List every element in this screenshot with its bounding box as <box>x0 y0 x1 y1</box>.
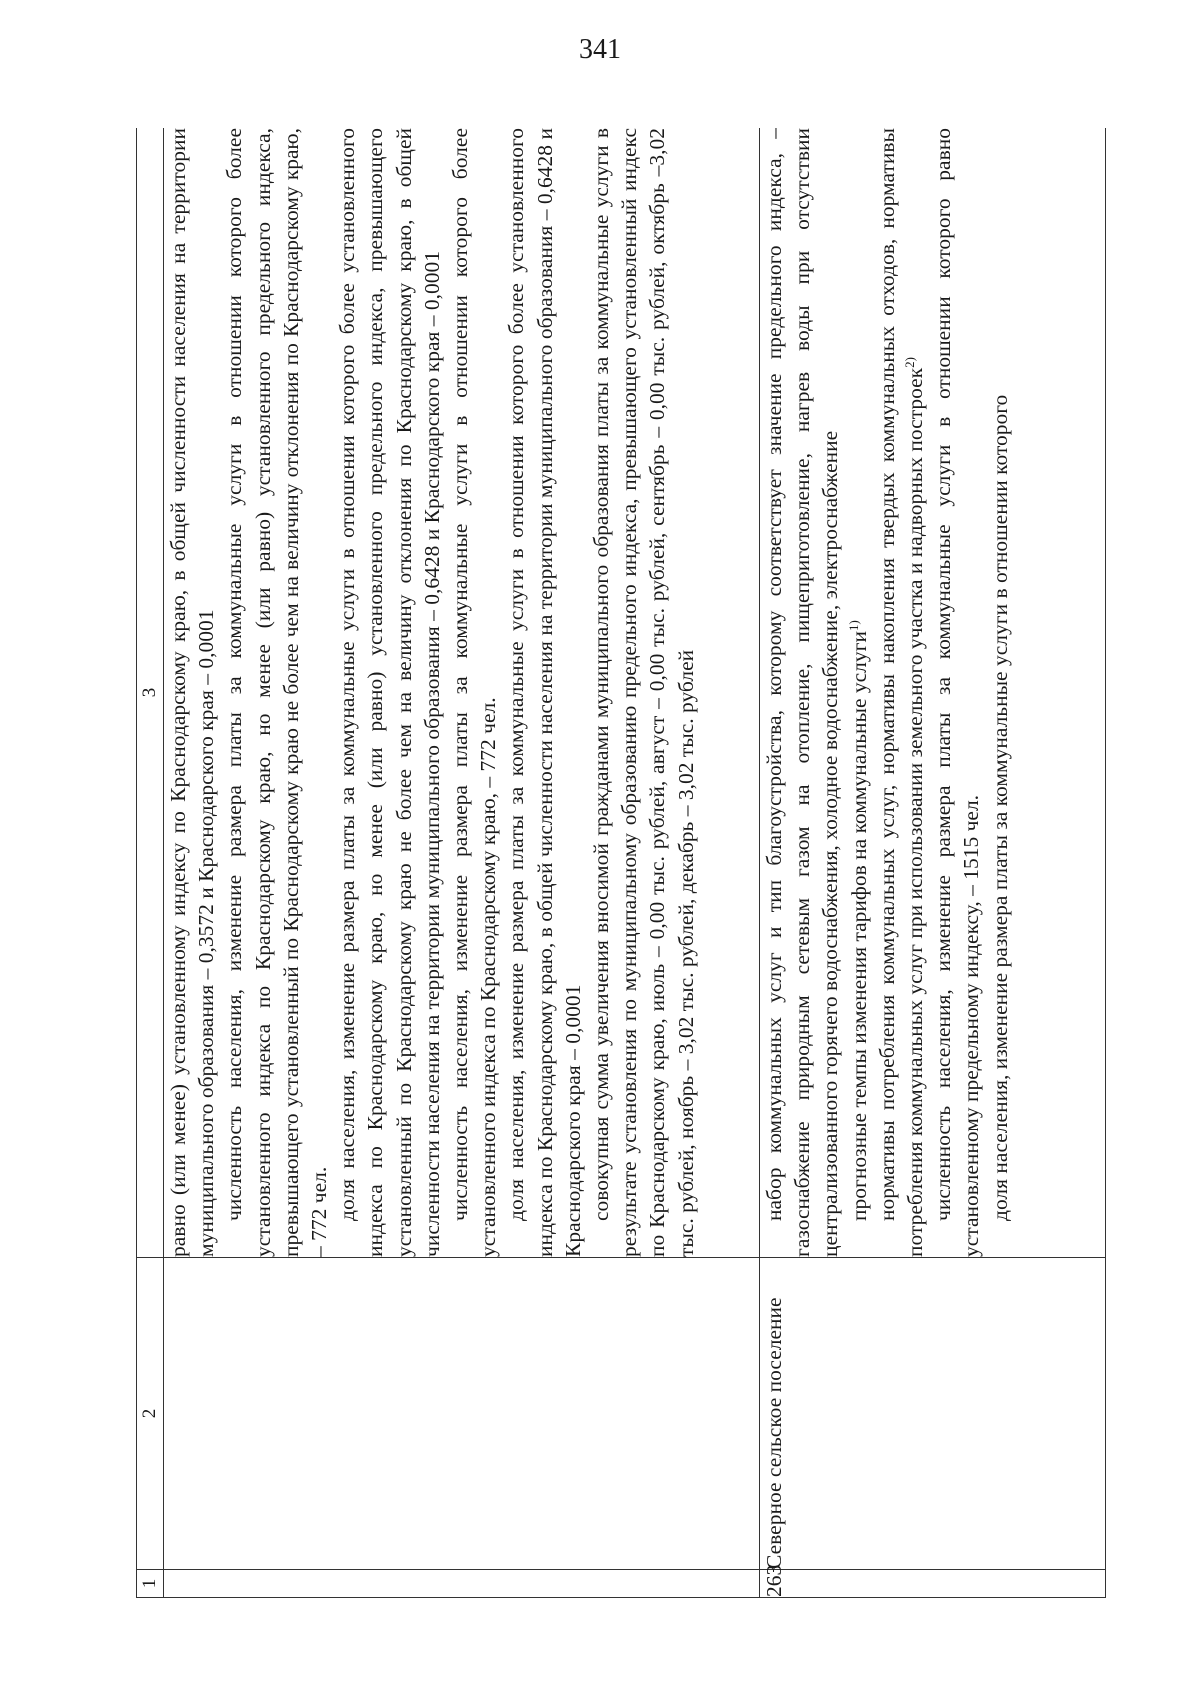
municipal-index-table <box>136 128 1106 1598</box>
paragraph: доля населения, изменение размера платы за коммунальные услуги в отношении которого более установленного индекса по Краснодарскому краю, но менее (или равно) установленного предельного индекса, превышающего установленный по Краснодарскому краю не более чем на величину отклонения по Краснодарскому краю, в общей численности населения на территории муниципального образования – 0,6428 и Краснодарского края – 0,0001 <box>335 128 444 1257</box>
settlement-name <box>164 1258 760 1570</box>
page-number: 341 <box>579 34 621 65</box>
table-row <box>760 128 1106 1598</box>
table-row <box>164 128 760 1598</box>
row-number: 263 <box>760 1570 1106 1598</box>
paragraph: численность населения, изменение размера платы за коммунальные услуги в отношении которого более установленного индекса по Краснодарскому краю, – 772 чел. <box>448 128 501 1257</box>
paragraph <box>845 128 873 1257</box>
header-col-3: 3 <box>137 128 164 1258</box>
footnote-marker: 1) <box>845 620 861 632</box>
paragraph: доля населения, изменение размера платы за коммунальные услуги в отношении которого <box>987 394 1012 1221</box>
header-col-2: 2 <box>137 1258 164 1570</box>
paragraph <box>873 128 929 1257</box>
paragraph-text: нормативы потребления коммунальных услуг, нормативы накопления твердых коммунальных отходов, нормативы потребления коммунальных услуг при использовании земельного участка и надворных построек <box>874 128 928 1257</box>
row-description <box>760 128 1106 1258</box>
table-header-row <box>137 128 164 1598</box>
paragraph-text: прогнозные темпы изменения тарифов на коммунальные услуги <box>846 631 871 1221</box>
paragraph: равно (или менее) установленному индексу по Краснодарскому краю, в общей численности населения на территории муниципального образования – 0,3572 и Краснодарского края – 0,0001 <box>166 128 219 1257</box>
settlement-name: Северное сельское поселение <box>760 1258 1106 1570</box>
row-number <box>164 1570 760 1598</box>
header-col-1: 1 <box>137 1570 164 1598</box>
paragraph: набор коммунальных услуг и тип благоустройства, которому соответствует значение предельного индекса, – газоснабжение природным сетевым газом на отопление, пищеприготовление, нагрев воды при отсутствии централизованного горячего водоснабжения, холодное водоснабжение, электроснабжение <box>762 128 843 1257</box>
rotated-table-container <box>136 128 1106 1598</box>
footnote-marker: 2) <box>901 357 917 368</box>
paragraph: численность населения, изменение размера платы за коммунальные услуги в отношении которого равно установленному предельному индексу, – 1515 чел. <box>931 128 984 1257</box>
paragraph: доля населения, изменение размера платы за коммунальные услуги в отношении которого более установленного индекса по Краснодарскому краю, в общей численности населения на территории муниципального образования – 0,6428 и Краснодарского края – 0,0001 <box>504 128 585 1257</box>
paragraph: численность населения, изменение размера платы за коммунальные услуги в отношении которого более установленного индекса по Краснодарскому краю, но менее (или равно) установленного предельного индекса, превышающего установленный по Краснодарскому краю не более чем на величину отклонения по Краснодарскому краю, – 772 чел. <box>222 128 332 1257</box>
row-description <box>164 128 760 1258</box>
paragraph: совокупная сумма увеличения вносимой гражданами муниципального образования платы за коммунальные услуги в результате установления по муниципальному образованию предельного индекса, превышающего установленный индекс по Краснодарскому краю, июль – 0,00 тыс. рублей, август – 0,00 тыс. рублей, сентябрь – 0,00 тыс. рублей, октябрь –3,02 тыс. рублей, ноябрь – 3,02 тыс. рублей, декабрь – 3,02 тыс. рублей <box>589 128 698 1257</box>
